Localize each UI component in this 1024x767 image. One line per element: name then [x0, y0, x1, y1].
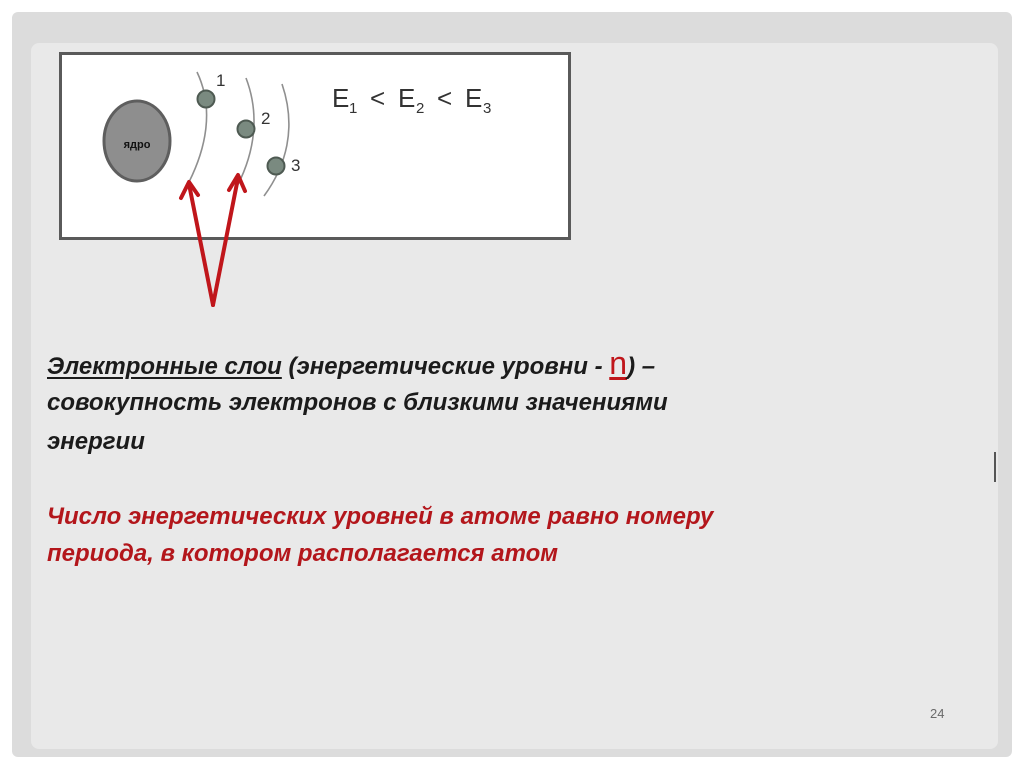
page-number: 24 — [930, 706, 945, 721]
electron-1 — [198, 91, 215, 108]
definition-line-3: энергии — [47, 428, 145, 455]
level-label-3: 3 — [291, 156, 301, 175]
definition-line-1 — [47, 346, 655, 384]
n-symbol: n — [609, 345, 628, 381]
orbit-arc-1 — [189, 72, 207, 182]
energy-sub-3: 3 — [483, 100, 492, 117]
energy-e1: E — [332, 83, 350, 113]
level-label-2: 2 — [261, 109, 271, 128]
rule-line-2: периода, в котором располагается атом — [47, 540, 559, 567]
electron-2 — [238, 121, 255, 138]
energy-inequality — [332, 83, 491, 117]
definition-paren-close: ) – — [627, 353, 656, 380]
energy-sub-2: 2 — [416, 100, 425, 117]
orbit-arc-3 — [264, 84, 289, 196]
arrow-shaft-1 — [189, 184, 213, 305]
energy-lt-1: < — [370, 83, 386, 113]
energy-sub-1: 1 — [349, 100, 358, 117]
nucleus-label: ядро — [123, 139, 151, 151]
arrow-shaft-2 — [213, 178, 238, 305]
scroll-marker — [994, 452, 996, 482]
energy-e3: E — [465, 83, 483, 113]
definition-paren-open: (энергетические уровни - — [288, 353, 610, 380]
electron-3 — [268, 158, 285, 175]
energy-e2: E — [398, 83, 416, 113]
definition-term: Электронные слои — [47, 353, 282, 380]
energy-lt-2: < — [437, 83, 453, 113]
pointer-arrows — [181, 175, 245, 305]
rule-line-1: Число энергетических уровней в атоме равно номеру — [47, 503, 714, 530]
definition-line-2: совокупность электронов с близкими значениями — [47, 389, 668, 416]
level-label-1: 1 — [216, 71, 226, 90]
